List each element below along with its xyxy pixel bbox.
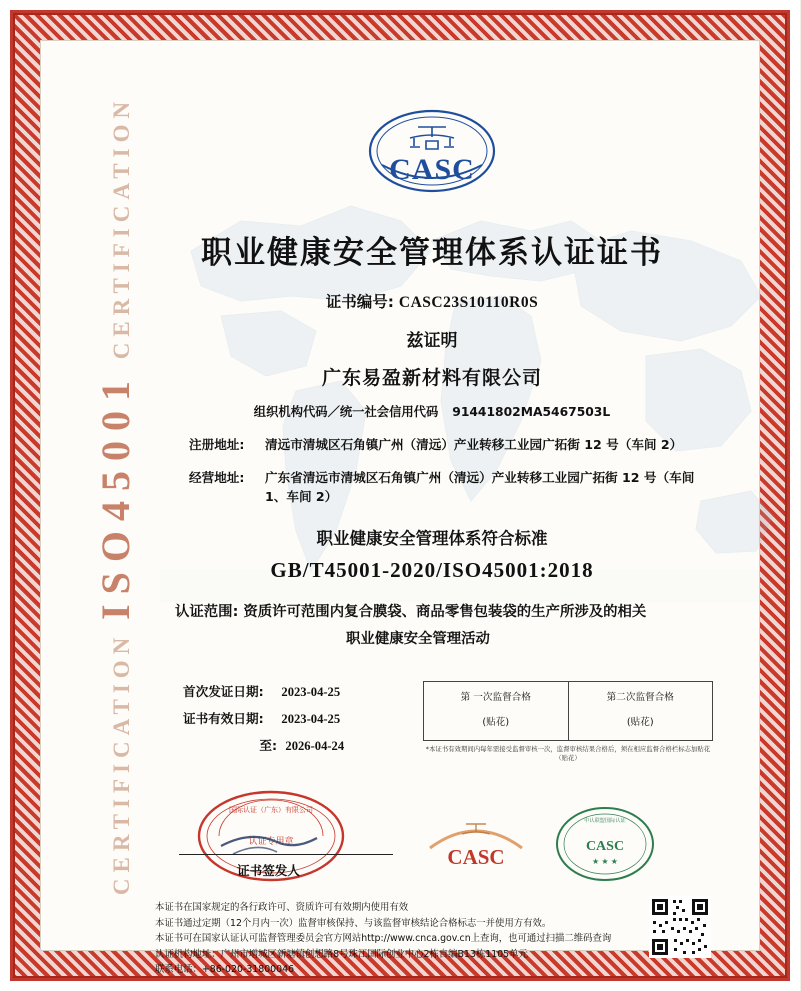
signature-line (179, 854, 393, 855)
svg-text:★ ★ ★: ★ ★ ★ (592, 857, 618, 867)
surveillance-box-1 (424, 682, 568, 740)
standard-code: GB/T45001-2020/ISO45001:2018 (270, 557, 594, 582)
surveillance-box-2 (568, 682, 713, 740)
scope-line-1: 资质许可范围内复合膜袋、商品零售包装袋的生产所涉及的相关 (243, 603, 647, 620)
date-row-valid-to (183, 733, 344, 760)
certificate-number-value: CASC23S10110R0S (398, 294, 539, 311)
footer-line-3: 本证书可在国家认证认可监督管理委员会官方网站http://www.cnca.gov.cn上查询，也可通过扫描二维码查询 (155, 933, 612, 945)
business-address-row (151, 468, 713, 507)
dates-block (151, 679, 344, 759)
valid-to-value: 2026-04-24 (285, 738, 345, 753)
company-name: 广东易盈新材料有限公司 (321, 367, 542, 389)
registered-address-label: 注册地址: (189, 437, 245, 453)
surveillance-2-sub: (贴花) (626, 717, 654, 729)
surveillance-boxes (423, 681, 713, 741)
valid-to-label: 至: (259, 737, 277, 753)
footer-line-1: 本证书在国家规定的各行政许可、资质许可有效期内使用有效 (155, 902, 409, 914)
registered-address-row (151, 435, 713, 455)
svg-text:国际认证（广东）有限公司: 国际认证（广东）有限公司 (229, 806, 313, 815)
svg-text:CASC: CASC (585, 839, 625, 855)
scope-line-2: 职业健康安全管理活动 (346, 630, 490, 647)
date-row-valid-from (183, 706, 344, 733)
dates-and-surveillance (151, 679, 713, 762)
certificate-number-label: 证书编号: (325, 293, 394, 311)
casc-logo-icon (366, 107, 498, 215)
scope-label: 认证范围: (175, 603, 239, 620)
business-address-label: 经营地址: (189, 469, 245, 485)
side-text-standard: ISO45001 (93, 371, 139, 620)
surveillance-1-sub: (贴花) (482, 717, 510, 729)
qr-code-icon (649, 896, 711, 958)
svg-text:中认联盟国际认证: 中认联盟国际认证 (584, 818, 626, 825)
hereby-certify-text: 兹证明 (406, 331, 458, 351)
org-code-label: 组织机构代码／统一社会信用代码 (253, 405, 439, 419)
certificate-body (40, 40, 760, 976)
certification-scope (151, 599, 713, 654)
valid-from-label: 证书有效日期: (183, 711, 264, 727)
surveillance-1-title: 第 一次监督合格 (460, 692, 531, 704)
certificate-number-row (151, 290, 713, 312)
certificate-title: 职业健康安全管理体系认证证书 (201, 235, 663, 271)
surveillance-2-title: 第二次监督合格 (606, 692, 674, 704)
standard-conformity-line: 职业健康安全管理体系符合标准 (316, 528, 548, 548)
footer-line-2: 本证书通过定期（12个月内一次）监督审核保持、与该监督审核结论合格标志一并使用方有效。 (155, 917, 552, 929)
side-text-pre: CERTIFICATION (109, 631, 135, 896)
green-official-seal (551, 802, 659, 886)
side-text-post: CERTIFICATION (109, 95, 135, 360)
first-issue-value: 2023-04-25 (281, 685, 341, 700)
surveillance-note: *本证书有效期间内每年需接受监督审核一次，监督审核结果合格后，须在相应监督合格栏标志加贴花（贴花） (425, 745, 711, 763)
valid-from-value: 2023-04-25 (281, 712, 341, 727)
svg-text:CASC: CASC (447, 845, 505, 870)
business-address-value: 广东省清远市清城区石角镇广州（清远）产业转移工业园广拓街 12 号（车间 1、车间 2） (265, 469, 695, 505)
first-issue-label: 首次发证日期: (183, 684, 264, 700)
svg-text:认证专用章: 认证专用章 (248, 837, 294, 848)
registered-address-value: 清远市清城区石角镇广州（清远）产业转移工业园广拓街 12 号（车间 2） (265, 437, 683, 453)
signature-and-seals (151, 796, 713, 888)
org-code-row (151, 403, 713, 422)
certificate-content (151, 89, 713, 976)
footer-notes (151, 900, 713, 978)
surveillance-section (423, 681, 713, 762)
casc-watermark-icon (416, 814, 536, 876)
date-row-first-issue (183, 679, 344, 706)
org-code-value: 91441802MA5467503L (452, 405, 611, 419)
footer-line-4: 认证机构地址：广州市增城区新塘镇创想路8号珠江国际创业中心2栋自编B13栋1105单元 (155, 948, 528, 960)
signature-label: 证书签发人 (237, 863, 300, 879)
svg-text:CASC: CASC (389, 153, 475, 186)
logo-container (151, 107, 713, 215)
footer-line-5: 联系电话：+86-020-31800046 (155, 964, 295, 976)
